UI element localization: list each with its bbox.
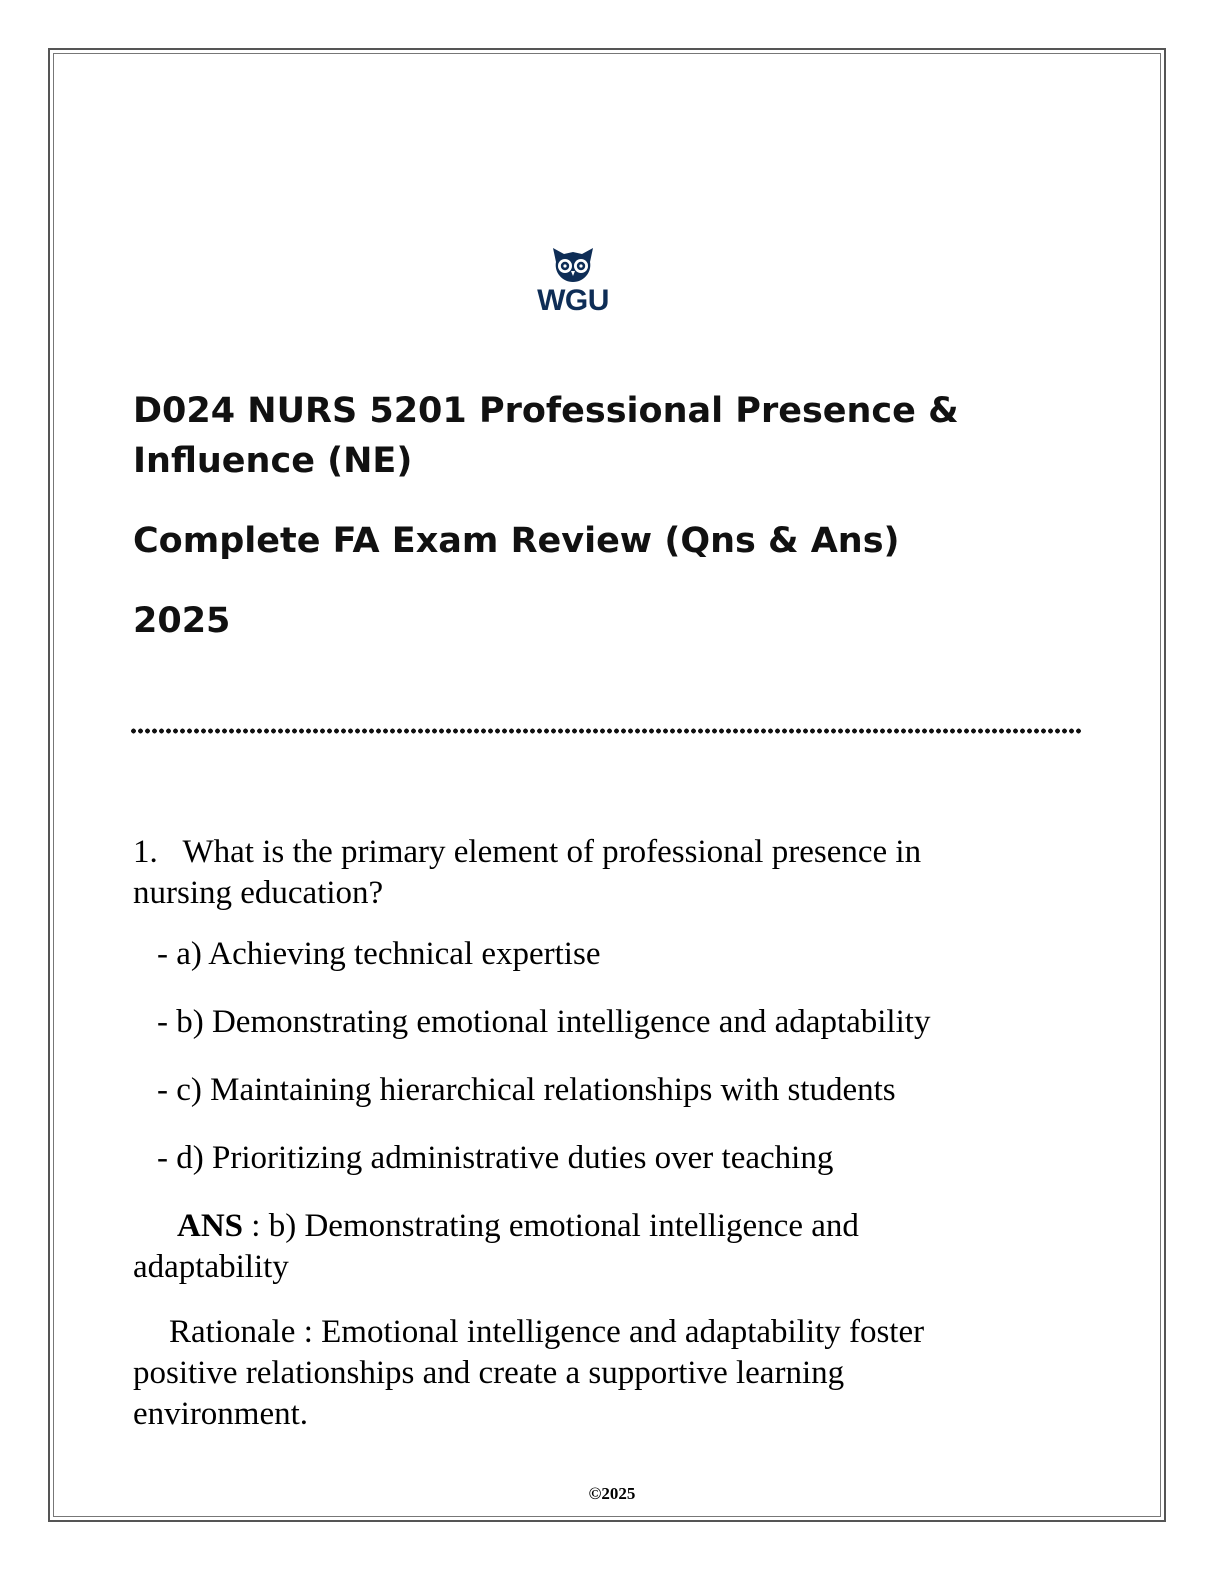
answer (133, 1206, 1013, 1288)
document-title (133, 386, 1093, 646)
option-a: - a) Achieving technical expertise (157, 936, 601, 972)
question-block (133, 832, 1013, 1435)
copyright-footer: ©2025 (588, 1484, 636, 1503)
wgu-logo (528, 246, 618, 321)
document-subtitle: Complete FA Exam Review (Qns & Ans) (133, 521, 900, 561)
document-year: 2025 (133, 601, 231, 641)
answer-label: ANS (177, 1208, 244, 1244)
rationale: Rationale : Emotional intelligence and adaptability foster positive relationships and create a supportive learning environment. (133, 1314, 925, 1432)
title-line-2: Influence (NE) (133, 441, 413, 481)
question-stem: What is the primary element of professional presence in nursing education? (133, 834, 922, 911)
question-number: 1. (133, 834, 158, 870)
logo-text: WGU (537, 284, 609, 317)
dotted-divider (130, 728, 1083, 734)
answer-text: : b) Demonstrating emotional intelligence and adaptability (133, 1208, 859, 1285)
option-c: - c) Maintaining hierarchical relationships with students (157, 1072, 896, 1108)
owl-icon (550, 246, 596, 284)
option-d: - d) Prioritizing administrative duties over teaching (157, 1140, 834, 1176)
option-b: - b) Demonstrating emotional intelligence and adaptability (157, 1004, 931, 1040)
question-text (133, 832, 1013, 914)
title-line-1: D024 NURS 5201 Professional Presence & (133, 391, 959, 431)
